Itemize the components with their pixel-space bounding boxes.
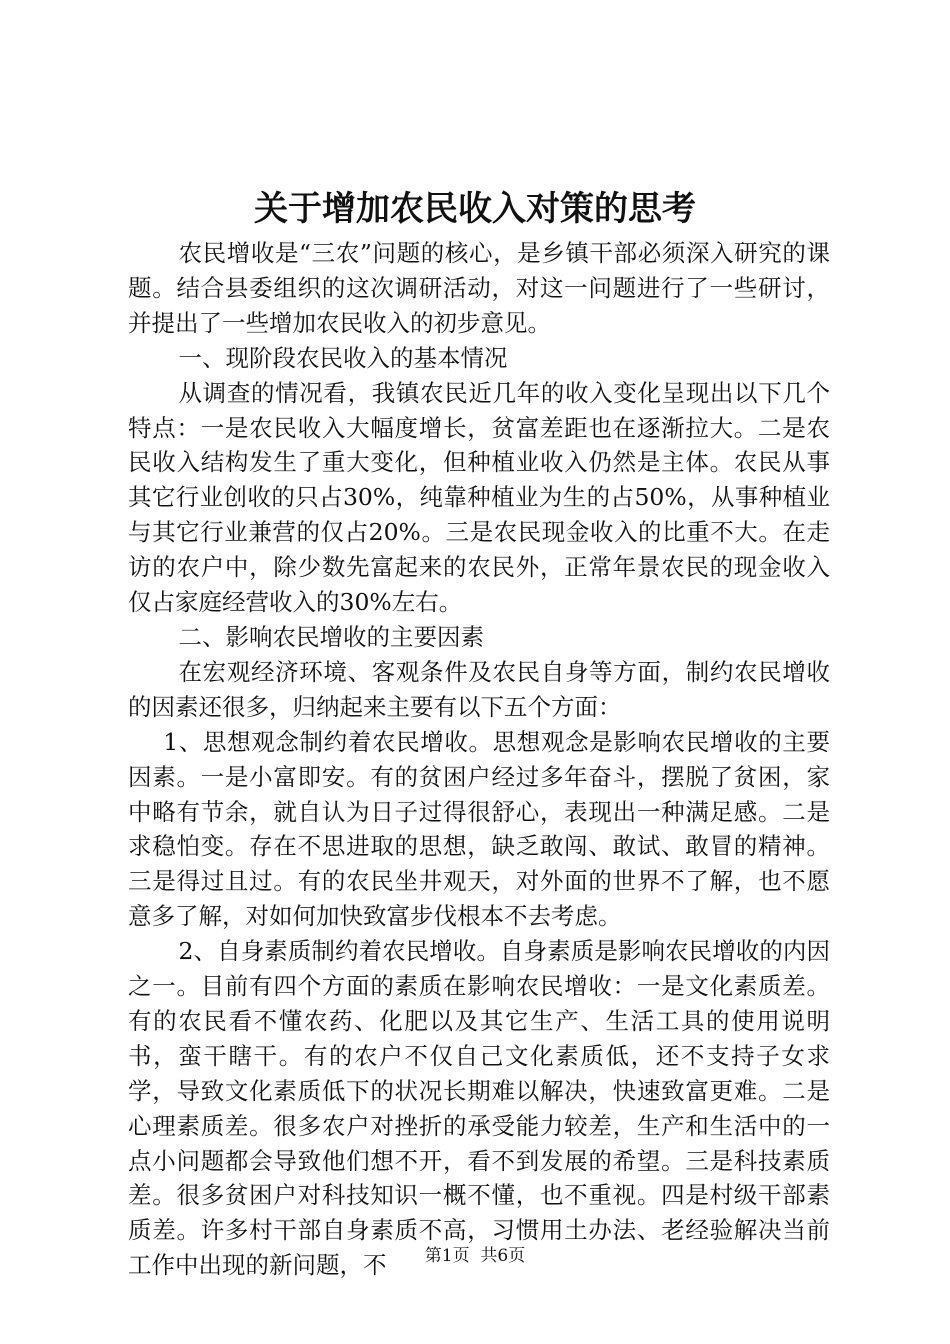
section-heading-2: 二、影响农民增收的主要因素 (178, 622, 485, 651)
body-paragraph: 在宏观经济环境、客观条件及农民自身等方面，制约农民增收的因素还很多，归纳起来主要有以下五个方面： (128, 657, 830, 721)
document-body (128, 236, 830, 1283)
body-paragraph: 2、自身素质制约着农民增收。自身素质是影响农民增收的内因之一。目前有四个方面的素质在影响农民增收：一是文化素质差。有的农民看不懂农药、化肥以及其它生产、生活工具的使用说明书，蛮干瞎干。有的农户不仅自己文化素质低，还不支持子女求学，导致文化素质低下的状况长期难以解决，快速致富更难。二是心理素质差。很多农户对挫折的承受能力较差，生产和生活中的一点小问题都会导致他们想不开，看不到发展的希望。三是科技素质差。很多贫困户对科技知识一概不懂，也不重视。四是村级干部素质差。许多村干部自身素质不高，习惯用土办法、老经验解决当前工作中出现的新问题，不 (128, 937, 830, 1280)
body-paragraph: 从调查的情况看，我镇农民近几年的收入变化呈现出以下几个特点：一是农民收入大幅度增长，贫富差距也在逐渐拉大。二是农民收入结构发生了重大变化，但种植业收入仍然是主体。农民从事其它行业创收的只占30%，纯靠种植业为生的占50%，从事种植业与其它行业兼营的仅占20%。三是农民现金收入的比重不大。在走访的农户中，除少数先富起来的农民外，正常年景农民的现金收入仅占家庭经营收入的30%左右。 (128, 378, 830, 617)
intro-paragraph: 农民增收是“三农”问题的核心，是乡镇干部必须深入研究的课题。结合县委组织的这次调研活动，对这一问题进行了一些研讨，并提出了一些增加农民收入的初步意见。 (128, 239, 830, 337)
page-footer (0, 1244, 950, 1268)
document-title: 关于增加农民收入对策的思考 (254, 189, 696, 229)
section-heading-1: 一、现阶段农民收入的基本情况 (178, 343, 508, 372)
body-paragraph: 1、思想观念制约着农民增收。思想观念是影响农民增收的主要因素。一是小富即安。有的贫困户经过多年奋斗，摆脱了贫困，家中略有节余，就自认为日子过得很舒心，表现出一种满足感。二是求稳怕变。存在不思进取的思想，缺乏敢闯、敢试、敢冒的精神。三是得过且过。有的农民坐井观天，对外面的世界不了解，也不愿意多了解，对如何加快致富步伐根本不去考虑。 (128, 727, 830, 931)
page-number: 第1页 共6页 (424, 1246, 526, 1266)
